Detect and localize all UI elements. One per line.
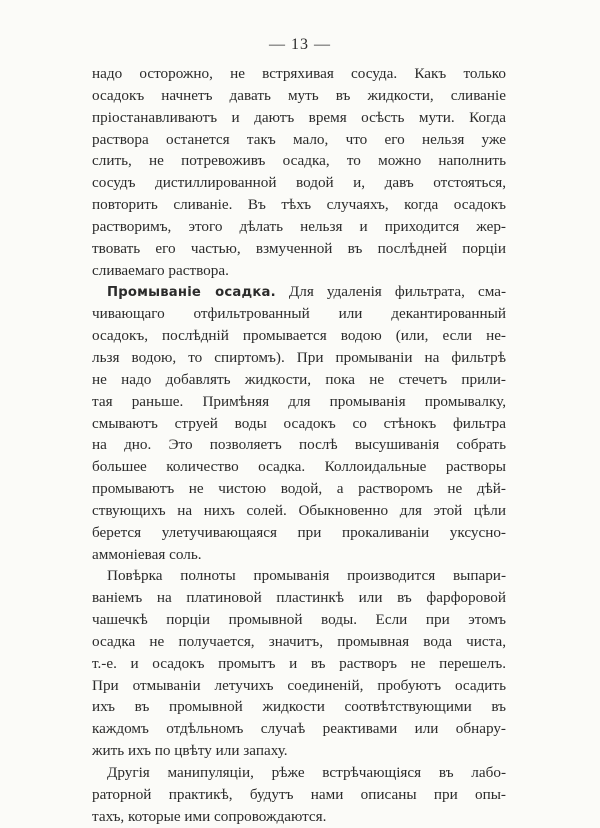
heading-line-rest: Для удаленія фильтрата, сма- bbox=[288, 283, 507, 301]
text-line: сливаемаго раствора. bbox=[92, 261, 229, 279]
text-line: раторной практикѣ, будутъ нами описаны при опы- bbox=[92, 785, 506, 803]
text-line: слить, не потревоживъ осадка, то можно наполнить bbox=[92, 152, 506, 170]
text-line: не надо добавлять жидкости, пока не стечетъ прили- bbox=[92, 370, 506, 388]
text-line: раствора останется такъ мало, что его нельзя уже bbox=[92, 130, 506, 148]
text-line: Другія манипуляціи, рѣже встрѣчающіяся въ лабо- bbox=[107, 764, 506, 781]
text-line: большее количество осадка. Коллоидальные растворы bbox=[92, 458, 506, 476]
section-heading: Промываніе осадка. bbox=[107, 285, 276, 301]
text-line: промываютъ не чистою водой, а растворомъ не дѣй- bbox=[92, 480, 506, 498]
paragraph-washing-check bbox=[92, 565, 506, 762]
text-line: При отмываніи летучихъ соединеній, пробуютъ осадить bbox=[92, 676, 506, 694]
paragraph-washing-precipitate bbox=[92, 281, 506, 565]
text-line: на дно. Это позволяетъ послѣ высушиванія собрать bbox=[92, 436, 506, 454]
text-line: осадка не получается, значитъ, промывная вода чиста, bbox=[92, 632, 506, 650]
text-line: сосудъ дистиллированной водой и, давъ отстояться, bbox=[92, 174, 506, 192]
text-line: твовать его частью, взмученной въ послѣдней порціи bbox=[92, 239, 506, 257]
paragraph-decantation bbox=[92, 63, 506, 281]
text-line: повторить сливаніе. Въ тѣхъ случаяхъ, когда осадокъ bbox=[92, 196, 506, 214]
text-line: берется улетучивающаяся при прокаливаніи уксусно- bbox=[92, 523, 506, 541]
text-line bbox=[92, 281, 506, 303]
text-line: тая раньше. Примѣняя для промыванія промывалку, bbox=[92, 392, 506, 410]
text-line: чашечкѣ порціи промывной воды. Если при этомъ bbox=[92, 611, 506, 629]
text-line: ихъ въ промывной жидкости соотвѣтствующими въ bbox=[92, 698, 506, 716]
paragraph-other-manipulations bbox=[92, 762, 506, 828]
text-line: ваніемъ на платиновой пластинкѣ или въ фарфоровой bbox=[92, 589, 506, 607]
text-line: чивающаго отфильтрованный или декантированный bbox=[92, 305, 506, 323]
text-line: растворимъ, этого дѣлать нельзя и приходится жер- bbox=[92, 217, 506, 235]
text-line: пріостанавливаютъ и даютъ время осѣсть мути. Когда bbox=[92, 108, 506, 126]
text-line: льзя водою, то спиртомъ). При промываніи на фильтрѣ bbox=[92, 348, 506, 366]
text-line: аммоніевая соль. bbox=[92, 545, 202, 563]
body-text bbox=[92, 63, 506, 828]
text-line: смываютъ струей воды осадокъ со стѣнокъ фильтра bbox=[92, 414, 506, 432]
text-line: т.-е. и осадокъ промытъ и въ растворъ не перешелъ. bbox=[92, 654, 506, 672]
text-line: каждомъ отдѣльномъ случаѣ реактивами или обнару- bbox=[92, 720, 506, 738]
text-line: осадокъ, послѣдній промывается водою (или, если не- bbox=[92, 327, 506, 345]
text-line: надо осторожно, не встряхивая сосуда. Какъ только bbox=[92, 65, 506, 82]
text-line: Повѣрка полноты промыванія производится выпари- bbox=[107, 567, 506, 585]
text-line: осадокъ начнетъ давать муть въ жидкости, сливаніе bbox=[92, 86, 506, 104]
text-line: жить ихъ по цвѣту или запаху. bbox=[92, 742, 288, 760]
text-line: тахъ, которые ими сопровождаются. bbox=[92, 807, 327, 825]
text-line: ствующихъ на нихъ солей. Обыкновенно для этой цѣли bbox=[92, 501, 506, 519]
page-number: — 13 — bbox=[269, 36, 331, 53]
